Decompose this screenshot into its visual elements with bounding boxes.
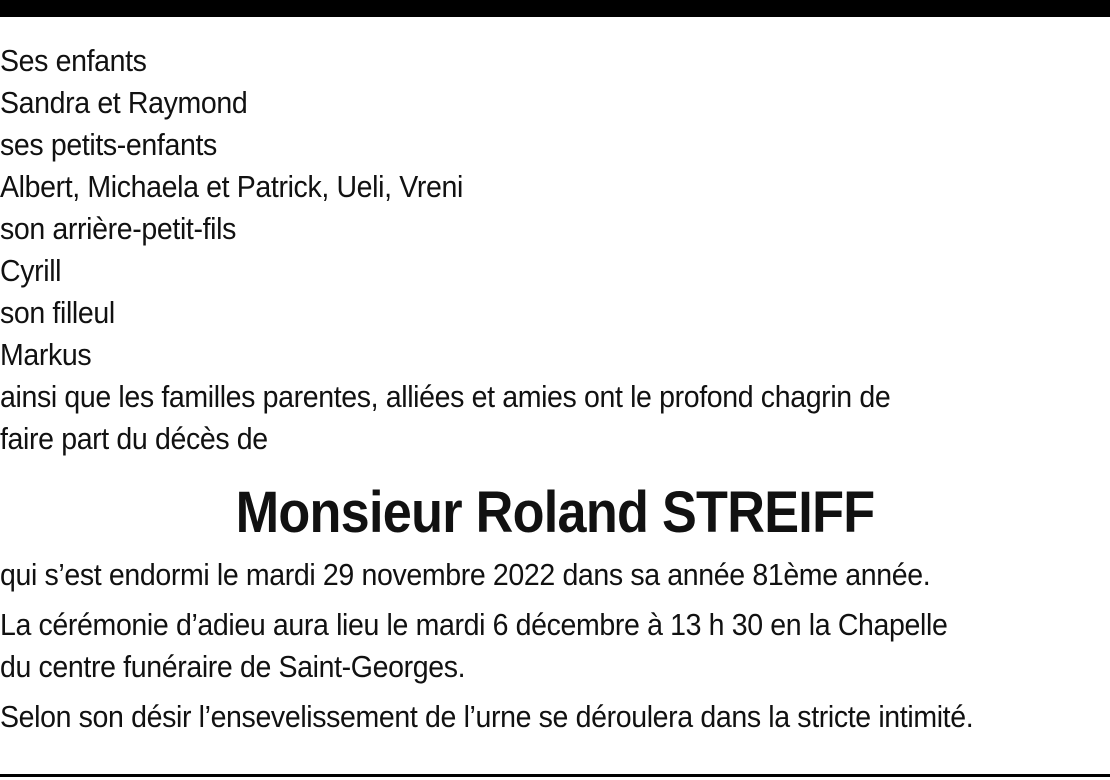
- ceremony-details-line-1: La cérémonie d’adieu aura lieu le mardi 6 décembre à 13 h 30 en la Chapelle: [0, 607, 948, 642]
- family-line: son arrière-petit-fils: [0, 211, 236, 246]
- burial-details: Selon son désir l’ensevelissement de l’urne se déroulera dans la stricte intimité.: [0, 699, 974, 734]
- ceremony-details-line-2: du centre funéraire de Saint-Georges.: [0, 649, 466, 684]
- family-line: Ses enfants: [0, 43, 147, 78]
- bottom-border-rule: [0, 774, 1110, 777]
- family-line: Albert, Michaela et Patrick, Ueli, Vreni: [0, 169, 463, 204]
- death-announcement: qui s’est endormi le mardi 29 novembre 2022 dans sa année 81ème année.: [0, 557, 931, 592]
- deceased-name: Monsieur Roland STREIFF: [235, 480, 875, 545]
- family-line: faire part du décès de: [0, 421, 268, 456]
- top-border-rule: [0, 0, 1110, 17]
- family-line: Sandra et Raymond: [0, 85, 248, 120]
- family-line: Markus: [0, 337, 92, 372]
- obituary-notice: [0, 40, 1110, 738]
- family-line: Cyrill: [0, 253, 62, 288]
- family-line: ainsi que les familles parentes, alliées et amies ont le profond chagrin de: [0, 379, 891, 414]
- family-line: son filleul: [0, 295, 115, 330]
- family-line: ses petits-enfants: [0, 127, 217, 162]
